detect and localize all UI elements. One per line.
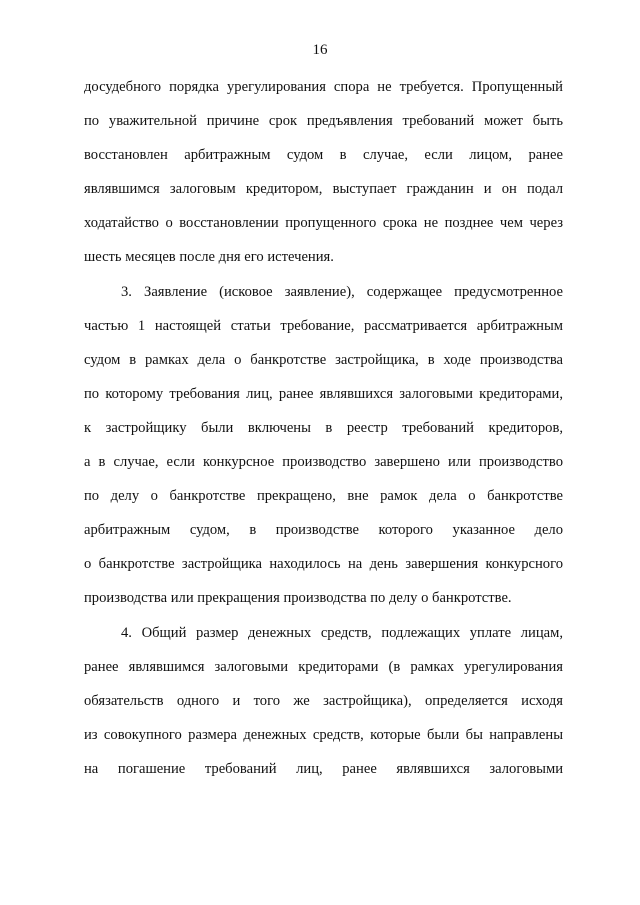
text-line: к застройщику были включены в реестр требований кредиторов,: [84, 419, 563, 436]
text-line: из совокупного размера денежных средств, которые были бы направлены: [84, 726, 563, 743]
text-line: по уважительной причине срок предъявления требований может быть: [84, 113, 563, 130]
text-line: ранее являвшимся залоговыми кредиторами (в рамках урегулирования: [84, 658, 563, 675]
text-line: на погашение требований лиц, ранее являвшихся залоговыми: [84, 760, 563, 777]
text-line: судом в рамках дела о банкротстве застройщика, в ходе производства: [84, 351, 563, 368]
text-line: о банкротстве застройщика находилось на день завершения конкурсного: [84, 556, 563, 573]
text-line: досудебного порядка урегулирования спора не требуется. Пропущенный: [84, 79, 563, 95]
page-number: 16: [312, 42, 328, 58]
text-line: обязательств одного и того же застройщика), определяется исходя: [84, 692, 563, 709]
text-line: являвшимся залоговым кредитором, выступает гражданин и он подал: [84, 181, 563, 198]
text-line: по которому требования лиц, ранее являвшихся залоговыми кредиторами,: [84, 385, 563, 402]
text-line: 4. Общий размер денежных средств, подлежащих уплате лицам,: [121, 624, 563, 641]
text-line: частью 1 настоящей статьи требование, рассматривается арбитражным: [84, 317, 563, 334]
text-line: по делу о банкротстве прекращено, вне рамок дела о банкротстве: [84, 488, 563, 505]
document-body: [84, 74, 563, 790]
text-line: арбитражным судом, в производстве которого указанное дело: [84, 522, 563, 539]
text-line: 3. Заявление (исковое заявление), содержащее предусмотренное: [121, 283, 563, 300]
text-line: а в случае, если конкурсное производство завершено или производство: [84, 454, 563, 471]
text-line: восстановлен арбитражным судом в случае, если лицом, ранее: [84, 147, 563, 164]
text-line: шесть месяцев после дня его истечения.: [84, 249, 334, 266]
text-line: ходатайство о восстановлении пропущенного срока не позднее чем через: [84, 215, 563, 232]
text-line: производства или прекращения производства по делу о банкротстве.: [84, 590, 512, 607]
